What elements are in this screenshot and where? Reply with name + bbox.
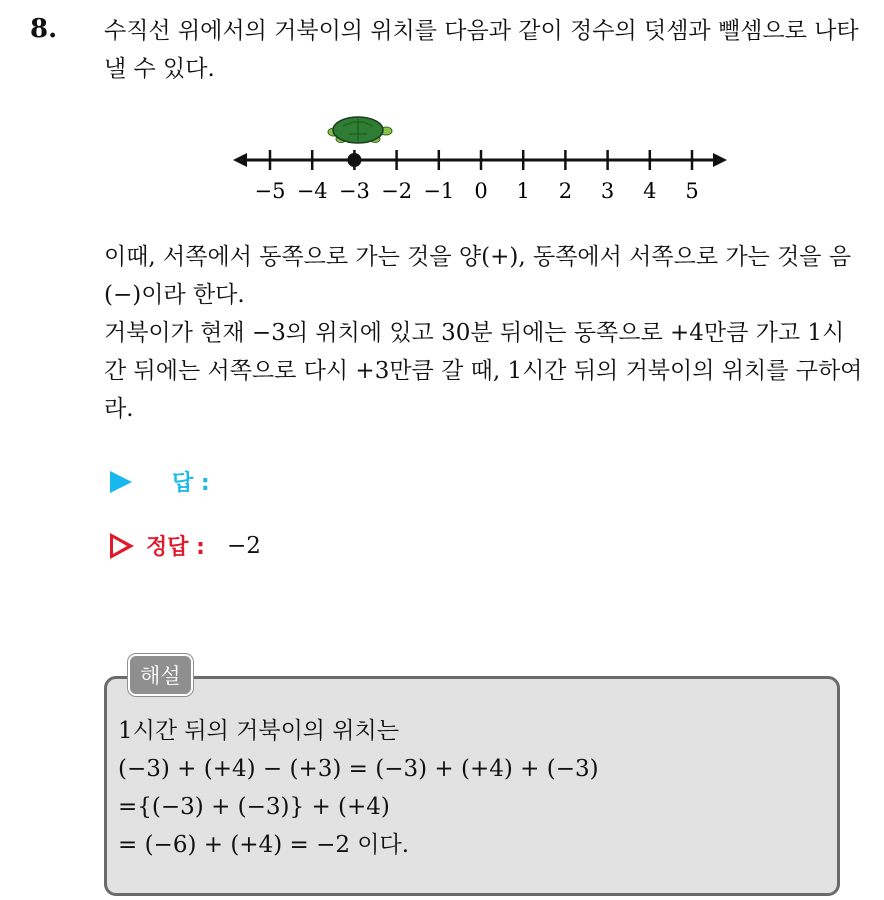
explanation-line: = (−6) + (+4) = −2 이다. [118,832,410,858]
explanation-line: ={(−3) + (−3)} + (+4) [118,794,390,820]
tick-label: 3 [600,179,615,203]
problem-body [104,238,864,428]
tick-label: −5 [254,179,286,203]
tick-label: 1 [516,179,530,203]
direction-rule: 이때, 서쪽에서 동쪽으로 가는 것을 양(+), 동쪽에서 서쪽으로 가는 것을 음(−)이라 한다. [104,244,852,308]
turtle-position-dot [347,153,361,167]
correct-answer-value: −2 [226,532,261,559]
tick-label: 4 [643,179,657,203]
problem-question: 거북이가 현재 −3의 위치에 있고 30분 뒤에는 동쪽으로 +4만큼 가고 1시간 뒤에는 서쪽으로 다시 +3만큼 갈 때, 1시간 뒤의 거북이의 위치를 구하여라. [104,320,863,422]
tick-label: −2 [381,179,413,203]
tick-label: 2 [558,179,573,203]
explanation-tag: 해설 [128,654,193,696]
question-stem: 수직선 위에서의 거북이의 위치를 다음과 같이 정수의 덧셈과 뺄셈으로 나타낼 수 있다. [104,18,859,82]
right-arrow-icon [713,153,727,167]
explanation-line: 1시간 뒤의 거북이의 위치는 [118,718,399,744]
turtle-icon [328,117,392,143]
tick-label: 5 [685,179,699,203]
question-number: 8. [30,14,58,44]
outline-triangle-icon [110,533,134,559]
answer-row [110,466,210,497]
tick-label: −4 [296,179,328,203]
left-arrow-icon [233,153,247,167]
play-triangle-icon [110,471,132,493]
explanation-content [118,712,818,864]
tick-label: −1 [423,179,455,203]
correct-answer-row [110,530,261,561]
correct-answer-label: 정답 : [146,535,205,560]
explanation-line: (−3) + (+4) − (+3) = (−3) + (+4) + (−3) [118,756,599,782]
answer-label: 답 : [172,471,210,496]
tick-label: 0 [474,179,488,203]
tick-label: −3 [338,179,370,203]
number-line [225,106,735,210]
